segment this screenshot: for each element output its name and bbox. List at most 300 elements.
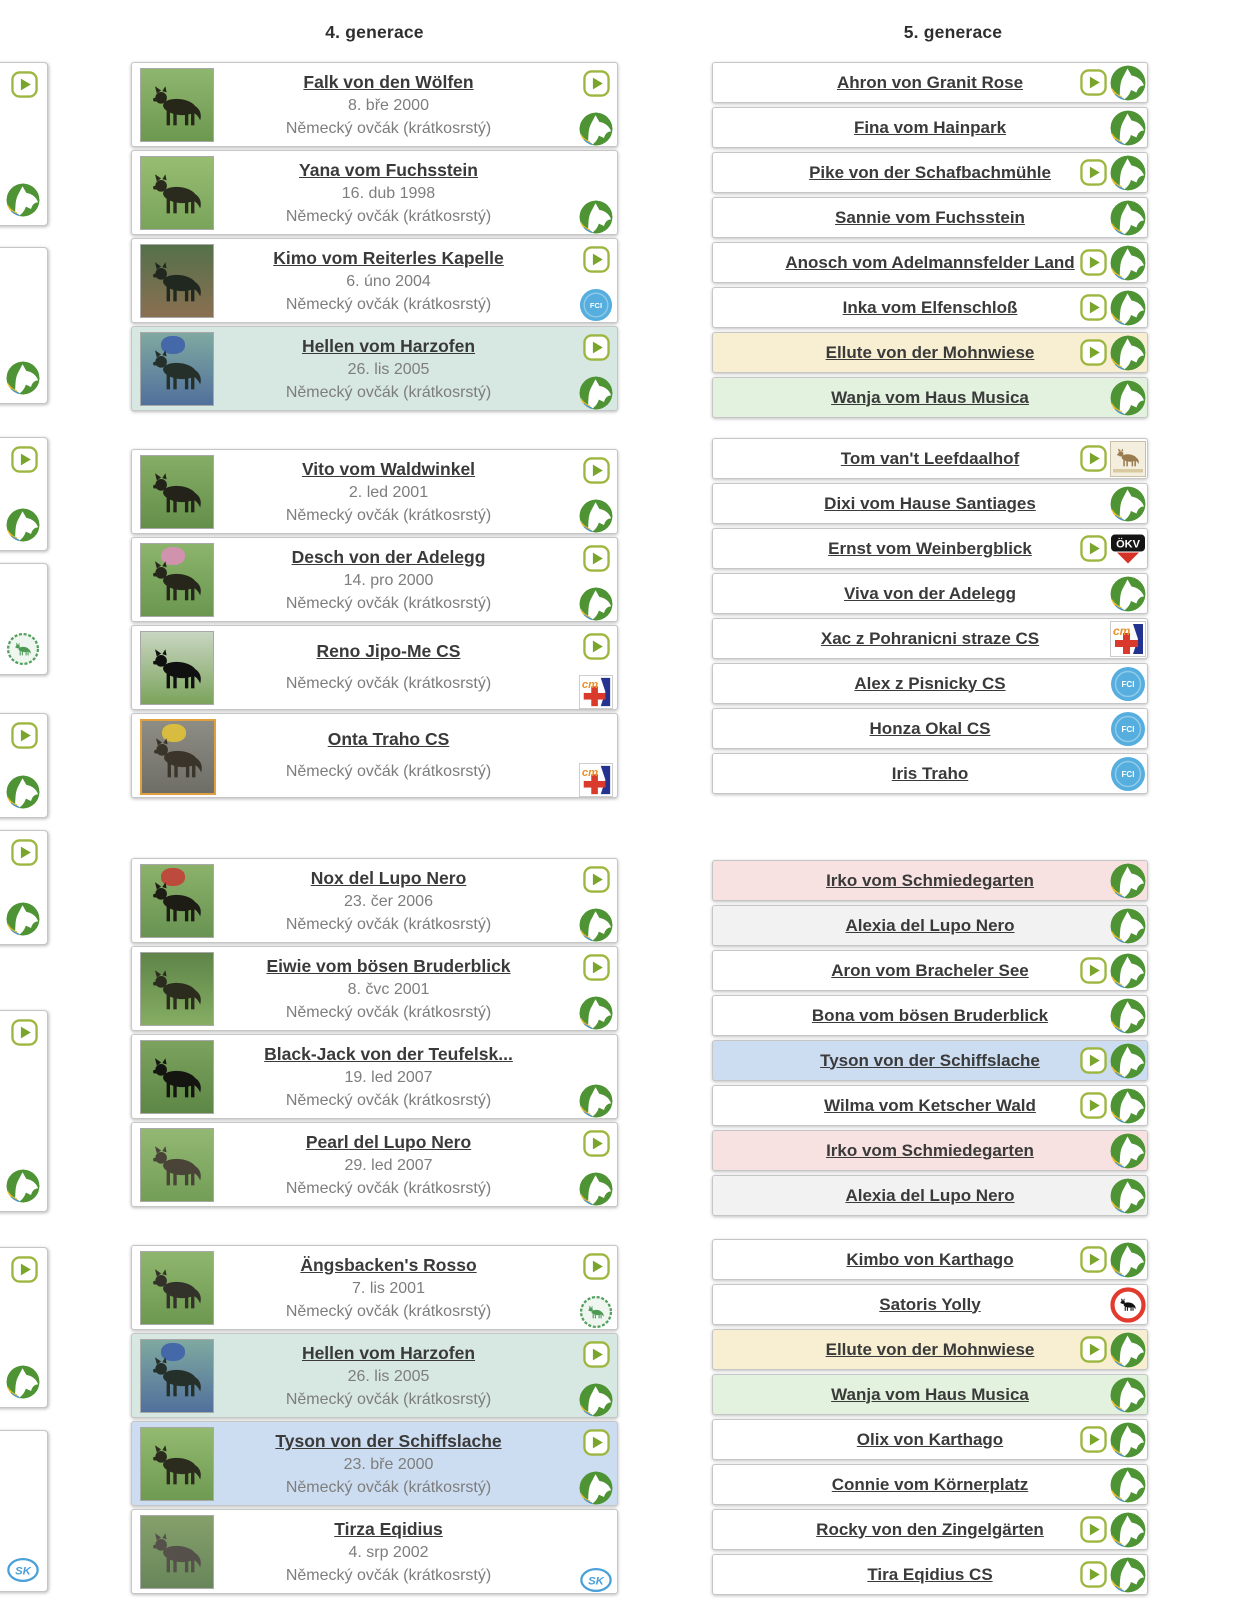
- gen3-partial-card: [0, 713, 48, 818]
- dog-photo[interactable]: [140, 719, 216, 795]
- gen5-dog-row: [712, 332, 1148, 373]
- working-dog-logo[interactable]: [6, 775, 40, 809]
- play-video-icon[interactable]: [1080, 159, 1107, 186]
- row-icons: [1110, 486, 1146, 522]
- working-dog-logo[interactable]: [579, 499, 613, 533]
- birth-date: 29. led 2007: [344, 1157, 433, 1174]
- gen3-partial-card: [0, 247, 48, 404]
- skk-logo[interactable]: [6, 1557, 40, 1583]
- dog-photo[interactable]: [140, 1427, 214, 1501]
- working-dog-logo[interactable]: [6, 361, 40, 395]
- play-video-icon[interactable]: [11, 71, 38, 98]
- birth-date: 23. čer 2006: [344, 893, 433, 910]
- dog-photo[interactable]: [140, 864, 214, 938]
- dog-name-link[interactable]: Black-Jack von der Teufelsk...: [264, 1044, 513, 1064]
- gen5-dog-row: [712, 1284, 1148, 1325]
- gen3-partial-card: [0, 1430, 48, 1592]
- working-dog-logo[interactable]: [579, 376, 613, 410]
- dog-name-link[interactable]: Pearl del Lupo Nero: [305, 1132, 472, 1152]
- dog-photo[interactable]: [140, 543, 214, 617]
- dog-silhouette: [146, 261, 208, 305]
- dog-silhouette: [146, 1356, 208, 1400]
- dog-name-link[interactable]: Viva von der Adelegg: [844, 583, 1016, 603]
- row-icons: [1080, 1242, 1146, 1278]
- row-icons: [1080, 531, 1146, 567]
- club-wreath-logo[interactable]: [579, 1295, 613, 1329]
- row-icons: [1110, 756, 1146, 792]
- row-icons: [1110, 711, 1146, 747]
- dog-name-link[interactable]: Tyson von der Schiffslache: [275, 1431, 502, 1451]
- gen4-dog-card: [131, 238, 618, 323]
- gen4-dog-card: [131, 62, 618, 147]
- gen3-partial-card: [0, 563, 48, 675]
- breed-label: Německý ovčák (krátkosrstý): [285, 1391, 492, 1408]
- play-video-icon[interactable]: [1080, 294, 1107, 321]
- play-video-icon[interactable]: [11, 839, 38, 866]
- gen5-dog-row: [712, 753, 1148, 794]
- gen5-dog-row: [712, 1130, 1148, 1171]
- gen5-dog-row: [712, 905, 1148, 946]
- play-video-icon[interactable]: [1080, 1336, 1107, 1363]
- gen3-partial-card: [0, 437, 48, 551]
- gen4-dog-card: [131, 1509, 618, 1594]
- working-dog-logo[interactable]: [579, 1383, 613, 1417]
- play-video-icon[interactable]: [583, 457, 610, 484]
- gen4-dog-card: [131, 449, 618, 534]
- dog-card-text: [222, 1510, 555, 1587]
- play-video-icon[interactable]: [11, 722, 38, 749]
- dog-name-link[interactable]: Kimo vom Reiterles Kapelle: [273, 248, 504, 268]
- working-dog-logo[interactable]: [579, 908, 613, 942]
- dog-name-link[interactable]: Aron vom Bracheler See: [831, 960, 1029, 980]
- play-video-icon[interactable]: [1080, 957, 1107, 984]
- gen3-partial-card: [0, 1247, 48, 1408]
- birth-date: 8. čvc 2001: [347, 981, 430, 998]
- row-icons: [1110, 908, 1146, 944]
- breed-label: Německý ovčák (krátkosrstý): [285, 208, 492, 225]
- dog-card-text: [222, 1334, 555, 1411]
- dog-photo[interactable]: [140, 1515, 214, 1589]
- dog-card-text: [222, 859, 555, 936]
- row-icons: [1080, 290, 1146, 326]
- row-icons: [1110, 998, 1146, 1034]
- dog-card-text: [222, 450, 555, 527]
- gen4-dog-card: [131, 1421, 618, 1506]
- dog-name-link[interactable]: Wilma vom Ketscher Wald: [824, 1095, 1036, 1115]
- gen5-dog-row: [712, 438, 1148, 479]
- row-icons: [1110, 1467, 1146, 1503]
- working-dog-logo[interactable]: [1110, 335, 1146, 371]
- dog-photo[interactable]: [140, 631, 214, 705]
- dog-name-link[interactable]: Falk von den Wölfen: [303, 72, 474, 92]
- dog-photo[interactable]: [140, 332, 214, 406]
- dog-name-link[interactable]: Honza Okal CS: [869, 718, 991, 738]
- fci-logo[interactable]: [1110, 756, 1146, 792]
- play-video-icon[interactable]: [11, 1019, 38, 1046]
- dog-silhouette: [146, 1145, 208, 1189]
- dog-silhouette: [146, 648, 208, 692]
- gen5-dog-row: [712, 377, 1148, 418]
- gen5-dog-row: [712, 573, 1148, 614]
- skk-logo[interactable]: [579, 1567, 613, 1593]
- birth-date: 23. bře 2000: [343, 1456, 434, 1473]
- dog-photo[interactable]: [140, 455, 214, 529]
- breed-label: Německý ovčák (krátkosrstý): [285, 120, 492, 137]
- play-video-icon[interactable]: [583, 545, 610, 572]
- dog-name-link[interactable]: Xac z Pohranicni straze CS: [820, 628, 1040, 648]
- dog-card-text: [222, 327, 555, 404]
- dog-name-link[interactable]: Yana vom Fuchsstein: [299, 160, 478, 180]
- dog-card-text: [222, 947, 555, 1024]
- breed-label: Německý ovčák (krátkosrstý): [285, 1092, 492, 1109]
- gen4-dog-card: [131, 326, 618, 411]
- gen5-dog-row: [712, 860, 1148, 901]
- dog-name-link[interactable]: Ellute von der Mohnwiese: [825, 342, 1035, 362]
- okv-logo[interactable]: [1110, 531, 1146, 567]
- working-dog-logo[interactable]: [1110, 1377, 1146, 1413]
- play-video-icon[interactable]: [11, 446, 38, 473]
- working-dog-logo[interactable]: [1110, 1043, 1146, 1079]
- dog-photo[interactable]: [140, 1040, 214, 1114]
- birth-date: 8. bře 2000: [348, 97, 429, 114]
- dog-card-text: [222, 1246, 555, 1323]
- gen5-header: 5. generace: [903, 22, 1003, 42]
- play-video-icon[interactable]: [583, 866, 610, 893]
- gen4-dog-card: [131, 713, 618, 798]
- working-dog-logo[interactable]: [1110, 1467, 1146, 1503]
- dog-name-link[interactable]: Kimbo von Karthago: [846, 1249, 1014, 1269]
- gen5-dog-row: [712, 1374, 1148, 1415]
- cmku-logo[interactable]: [579, 763, 613, 797]
- row-icons: [1110, 1377, 1146, 1413]
- breed-label: Německý ovčák (krátkosrstý): [285, 763, 492, 780]
- gen5-dog-row: [712, 1419, 1148, 1460]
- dog-name-link[interactable]: Reno Jipo-Me CS: [316, 641, 461, 661]
- breed-label: Německý ovčák (krátkosrstý): [285, 595, 492, 612]
- working-dog-logo[interactable]: [1110, 245, 1146, 281]
- dog-photo[interactable]: [140, 156, 214, 230]
- dog-name-link[interactable]: Fina vom Hainpark: [853, 117, 1007, 137]
- gen4-dog-card: [131, 946, 618, 1031]
- birth-date: 4. srp 2002: [348, 1544, 429, 1561]
- dog-name-link[interactable]: Ernst vom Weinbergblick: [828, 538, 1032, 558]
- gen5-dog-row: [712, 107, 1148, 148]
- gen5-dog-row: [712, 1239, 1148, 1280]
- play-video-icon[interactable]: [1080, 339, 1107, 366]
- play-video-icon[interactable]: [583, 1253, 610, 1280]
- working-dog-logo[interactable]: [579, 200, 613, 234]
- dog-name-link[interactable]: Satoris Yolly: [879, 1294, 981, 1314]
- working-dog-logo[interactable]: [6, 508, 40, 542]
- dog-name-link[interactable]: Ängsbacken's Rosso: [300, 1255, 477, 1275]
- play-video-icon[interactable]: [11, 1256, 38, 1283]
- play-video-icon[interactable]: [1080, 1047, 1107, 1074]
- dog-photo[interactable]: [140, 952, 214, 1026]
- dog-photo[interactable]: [140, 244, 214, 318]
- row-icons: [1110, 621, 1146, 657]
- cmku-logo[interactable]: [1110, 621, 1146, 657]
- gen5-dog-row: [712, 1085, 1148, 1126]
- working-dog-logo[interactable]: [1110, 1088, 1146, 1124]
- working-dog-logo[interactable]: [1110, 290, 1146, 326]
- gen4-dog-card: [131, 1034, 618, 1119]
- working-dog-logo[interactable]: [1110, 1557, 1146, 1593]
- play-video-icon[interactable]: [583, 246, 610, 273]
- play-video-icon[interactable]: [1080, 69, 1107, 96]
- row-icons: [1110, 1287, 1146, 1323]
- dog-name-link[interactable]: Tyson von der Schiffslache: [820, 1050, 1040, 1070]
- dog-card-text: [222, 1123, 555, 1200]
- dog-silhouette: [146, 969, 208, 1013]
- working-dog-logo[interactable]: [579, 587, 613, 621]
- breed-label: Německý ovčák (krátkosrstý): [285, 296, 492, 313]
- working-dog-logo[interactable]: [1110, 1242, 1146, 1278]
- breed-label: Německý ovčák (krátkosrstý): [285, 384, 492, 401]
- working-dog-logo[interactable]: [579, 1084, 613, 1118]
- working-dog-logo[interactable]: [1110, 1512, 1146, 1548]
- row-icons: [1110, 1133, 1146, 1169]
- gen5-dog-row: [712, 242, 1148, 283]
- dog-name-link[interactable]: Inka vom Elfenschloß: [842, 297, 1018, 317]
- row-icons: [1080, 245, 1146, 281]
- play-video-icon[interactable]: [1080, 445, 1107, 472]
- dog-silhouette: [146, 1532, 208, 1576]
- gen4-dog-card: [131, 858, 618, 943]
- dog-card-text: [222, 1422, 555, 1499]
- gen5-dog-row: [712, 152, 1148, 193]
- gen5-dog-row: [712, 528, 1148, 569]
- dog-card-text: [222, 1035, 555, 1112]
- gen5-dog-row: [712, 483, 1148, 524]
- working-dog-logo[interactable]: [1110, 1133, 1146, 1169]
- fci-logo[interactable]: [579, 288, 613, 322]
- working-dog-logo[interactable]: [1110, 1178, 1146, 1214]
- dog-name-link[interactable]: Pike von der Schafbachmühle: [809, 162, 1051, 182]
- dog-name-link[interactable]: Onta Traho CS: [327, 729, 450, 749]
- dog-card-text: [222, 626, 555, 695]
- working-dog-logo[interactable]: [1110, 908, 1146, 944]
- dog-name-link[interactable]: Irko vom Schmiedegarten: [826, 870, 1034, 890]
- working-dog-logo[interactable]: [579, 1172, 613, 1206]
- dog-name-link[interactable]: Olix von Karthago: [856, 1429, 1004, 1449]
- play-video-icon[interactable]: [1080, 535, 1107, 562]
- working-dog-logo[interactable]: [1110, 110, 1146, 146]
- breed-label: Německý ovčák (krátkosrstý): [285, 1303, 492, 1320]
- dog-name-link[interactable]: Sannie vom Fuchsstein: [835, 207, 1025, 227]
- dog-name-link[interactable]: Ellute von der Mohnwiese: [825, 1339, 1035, 1359]
- dog-name-link[interactable]: Wanja vom Haus Musica: [831, 387, 1029, 407]
- working-dog-logo[interactable]: [1110, 576, 1146, 612]
- play-video-icon[interactable]: [1080, 1092, 1107, 1119]
- gen3-partial-card: [0, 1010, 48, 1212]
- breed-label: Německý ovčák (krátkosrstý): [285, 1567, 492, 1584]
- dog-name-link[interactable]: Bona vom bösen Bruderblick: [811, 1005, 1049, 1025]
- working-dog-logo[interactable]: [1110, 953, 1146, 989]
- working-dog-logo[interactable]: [6, 1365, 40, 1399]
- fci-logo[interactable]: [1110, 666, 1146, 702]
- dog-name-link[interactable]: Tirza Eqidius: [334, 1519, 443, 1539]
- dog-name-link[interactable]: Tira Eqidius CS: [867, 1564, 993, 1584]
- working-dog-logo[interactable]: [6, 1169, 40, 1203]
- gen4-dog-card: [131, 1333, 618, 1418]
- breed-label: Německý ovčák (krátkosrstý): [285, 675, 492, 692]
- birth-date: 7. lis 2001: [352, 1280, 425, 1297]
- dog-photo[interactable]: [140, 1339, 214, 1413]
- row-icons: [1080, 335, 1146, 371]
- dog-name-link[interactable]: Eiwie vom bösen Bruderblick: [266, 956, 511, 976]
- breed-label: Německý ovčák (krátkosrstý): [285, 1180, 492, 1197]
- dog-name-link[interactable]: Alexia del Lupo Nero: [845, 1185, 1015, 1205]
- dog-name-link[interactable]: Anosch vom Adelmannsfelder Land: [785, 252, 1075, 272]
- working-dog-logo[interactable]: [579, 112, 613, 146]
- birth-date: 6. úno 2004: [346, 273, 431, 290]
- row-icons: [1080, 1043, 1146, 1079]
- cmku-logo[interactable]: [579, 675, 613, 709]
- gen5-dog-row: [712, 1040, 1148, 1081]
- gen3-partial-card: [0, 830, 48, 945]
- dog-name-link[interactable]: Rocky von den Zingelgärten: [816, 1519, 1044, 1539]
- dog-name-link[interactable]: Irko vom Schmiedegarten: [826, 1140, 1034, 1160]
- dog-name-link[interactable]: Vito vom Waldwinkel: [301, 459, 476, 479]
- st-hubert-logo[interactable]: [1110, 441, 1146, 477]
- dog-silhouette: [146, 1444, 208, 1488]
- dog-silhouette: [146, 881, 208, 925]
- dog-name-link[interactable]: Ahron von Granit Rose: [836, 72, 1024, 92]
- row-icons: [1080, 65, 1146, 101]
- breed-label: Německý ovčák (krátkosrstý): [285, 916, 492, 933]
- working-dog-logo[interactable]: [1110, 65, 1146, 101]
- club-wreath-logo[interactable]: [6, 632, 40, 666]
- club-red-ring-logo[interactable]: [1110, 1287, 1146, 1323]
- fci-logo[interactable]: [1110, 711, 1146, 747]
- birth-date: 2. led 2001: [348, 484, 429, 501]
- play-video-icon[interactable]: [583, 334, 610, 361]
- play-video-icon[interactable]: [583, 954, 610, 981]
- breed-label: Německý ovčák (krátkosrstý): [285, 1479, 492, 1496]
- row-icons: [1110, 200, 1146, 236]
- row-icons: [1110, 1178, 1146, 1214]
- gen5-dog-row: [712, 1329, 1148, 1370]
- play-video-icon[interactable]: [1080, 1561, 1107, 1588]
- dog-name-link[interactable]: Tom van't Leefdaalhof: [840, 448, 1020, 468]
- dog-name-link[interactable]: Hellen vom Harzofen: [301, 1343, 476, 1363]
- play-video-icon[interactable]: [583, 633, 610, 660]
- play-video-icon[interactable]: [1080, 1246, 1107, 1273]
- breed-label: Německý ovčák (krátkosrstý): [285, 507, 492, 524]
- dog-silhouette: [146, 472, 208, 516]
- dog-photo[interactable]: [140, 1251, 214, 1325]
- dog-name-link[interactable]: Nox del Lupo Nero: [310, 868, 467, 888]
- working-dog-logo[interactable]: [1110, 1332, 1146, 1368]
- gen4-dog-card: [131, 537, 618, 622]
- row-icons: [1110, 576, 1146, 612]
- gen5-dog-row: [712, 950, 1148, 991]
- working-dog-logo[interactable]: [1110, 998, 1146, 1034]
- gen5-dog-row: [712, 1509, 1148, 1550]
- dog-name-link[interactable]: Hellen vom Harzofen: [301, 336, 476, 356]
- birth-date: 26. lis 2005: [347, 361, 430, 378]
- breed-label: Německý ovčák (krátkosrstý): [285, 1004, 492, 1021]
- working-dog-logo[interactable]: [1110, 1422, 1146, 1458]
- working-dog-logo[interactable]: [1110, 200, 1146, 236]
- dog-name-link[interactable]: Desch von der Adelegg: [291, 547, 486, 567]
- dog-silhouette: [146, 1268, 208, 1312]
- row-icons: [1080, 953, 1146, 989]
- play-video-icon[interactable]: [1080, 1516, 1107, 1543]
- working-dog-logo[interactable]: [1110, 486, 1146, 522]
- birth-date: 19. led 2007: [344, 1069, 433, 1086]
- birth-date: 16. dub 1998: [341, 185, 436, 202]
- row-icons: [1080, 1512, 1146, 1548]
- gen5-dog-row: [712, 1175, 1148, 1216]
- row-icons: [1110, 380, 1146, 416]
- gen5-dog-row: [712, 287, 1148, 328]
- gen4-dog-card: [131, 1245, 618, 1330]
- dog-name-link[interactable]: Connie vom Körnerplatz: [831, 1474, 1029, 1494]
- birth-date: 26. lis 2005: [347, 1368, 430, 1385]
- gen5-dog-row: [712, 62, 1148, 103]
- play-video-icon[interactable]: [583, 1130, 610, 1157]
- dog-name-link[interactable]: Wanja vom Haus Musica: [831, 1384, 1029, 1404]
- working-dog-logo[interactable]: [6, 183, 40, 217]
- dog-photo[interactable]: [140, 68, 214, 142]
- dog-silhouette: [146, 173, 208, 217]
- dog-silhouette: [147, 737, 209, 781]
- dog-card-text: [222, 63, 555, 140]
- birth-date: 14. pro 2000: [343, 572, 434, 589]
- working-dog-logo[interactable]: [1110, 863, 1146, 899]
- gen5-dog-row: [712, 995, 1148, 1036]
- play-video-icon[interactable]: [583, 1429, 610, 1456]
- dog-name-link[interactable]: Alex z Pisnicky CS: [854, 673, 1006, 693]
- row-icons: [1080, 1088, 1146, 1124]
- gen4-dog-card: [131, 625, 618, 710]
- play-video-icon[interactable]: [1080, 249, 1107, 276]
- dog-photo[interactable]: [140, 1128, 214, 1202]
- row-icons: [1110, 110, 1146, 146]
- working-dog-logo[interactable]: [579, 1471, 613, 1505]
- row-icons: [1080, 155, 1146, 191]
- gen5-dog-row: [712, 708, 1148, 749]
- gen5-dog-row: [712, 1464, 1148, 1505]
- dog-card-text: [222, 538, 555, 615]
- dog-card-text: [222, 714, 555, 783]
- play-video-icon[interactable]: [1080, 1426, 1107, 1453]
- gen4-dog-card: [131, 150, 618, 235]
- gen3-partial-card: [0, 62, 48, 226]
- gen5-dog-row: [712, 197, 1148, 238]
- dog-name-link[interactable]: Iris Traho: [891, 763, 969, 783]
- working-dog-logo[interactable]: [579, 996, 613, 1030]
- working-dog-logo[interactable]: [6, 902, 40, 936]
- gen5-dog-row: [712, 618, 1148, 659]
- row-icons: [1080, 1332, 1146, 1368]
- dog-card-text: [222, 239, 555, 316]
- dog-name-link[interactable]: Alexia del Lupo Nero: [845, 915, 1015, 935]
- dog-name-link[interactable]: Dixi vom Hause Santiages: [824, 493, 1036, 513]
- working-dog-logo[interactable]: [1110, 155, 1146, 191]
- working-dog-logo[interactable]: [1110, 380, 1146, 416]
- dog-silhouette: [146, 85, 208, 129]
- row-icons: [1080, 441, 1146, 477]
- row-icons: [1080, 1557, 1146, 1593]
- gen4-dog-card: [131, 1122, 618, 1207]
- play-video-icon[interactable]: [583, 1341, 610, 1368]
- play-video-icon[interactable]: [583, 70, 610, 97]
- dog-silhouette: [146, 1057, 208, 1101]
- gen5-dog-row: [712, 663, 1148, 704]
- dog-silhouette: [146, 560, 208, 604]
